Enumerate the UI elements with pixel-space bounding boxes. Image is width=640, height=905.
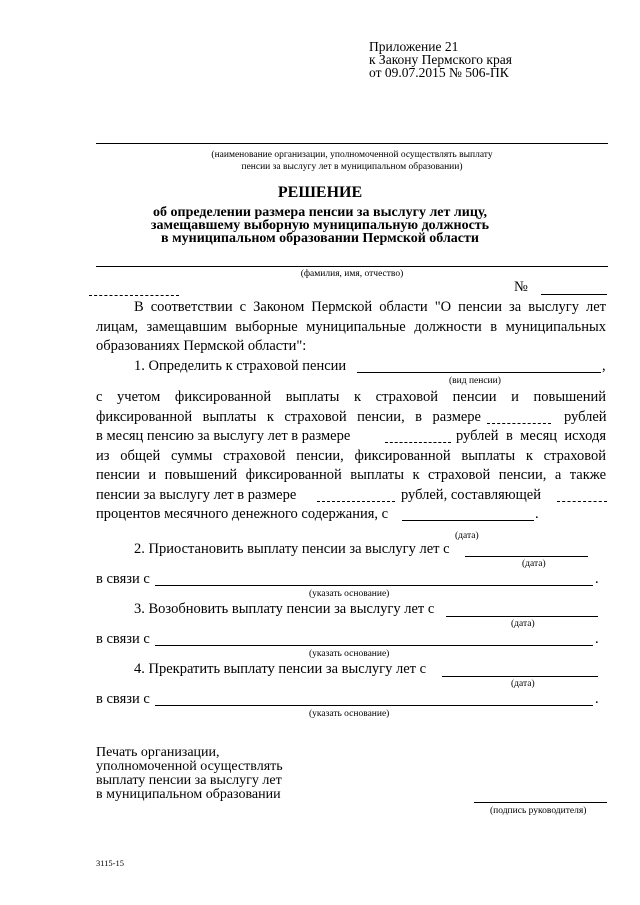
item1-line-3b: рублей в месяц исходя [456, 428, 606, 444]
appendix-line-2: к Закону Пермского края [369, 52, 512, 67]
item1-line-2a: фиксированной выплаты к страховой пенсии, в размере [96, 409, 481, 425]
item3-reason-lead: в связи с [96, 631, 150, 647]
number-label: № [514, 279, 528, 295]
pension-type-field[interactable] [357, 372, 601, 373]
item1-line-4: из общей суммы страховой пенсии, фиксированной выплаты к страховой [96, 448, 606, 464]
title-sub-line-1: об определении размера пенсии за выслугу лет лицу, [153, 205, 487, 220]
fio-caption: (фамилия, имя, отчество) [300, 269, 404, 279]
item3-reason-caption: (указать основание) [309, 649, 390, 659]
org-name-field[interactable] [96, 143, 608, 144]
item1-line-1: с учетом фиксированной выплаты к страховой пенсии и повышений [96, 389, 606, 405]
item3-reason-field[interactable] [155, 645, 593, 646]
item2-reason-field[interactable] [155, 585, 593, 586]
item1-date-caption: (дата) [455, 531, 479, 541]
pension-amount-field[interactable] [487, 423, 551, 424]
item1-lead: 1. Определить к страховой пенсии [134, 358, 347, 374]
item2-period: . [595, 571, 599, 587]
item1-date-field[interactable] [402, 520, 534, 521]
item3-lead: 3. Возобновить выплату пенсии за выслугу лет с [134, 601, 435, 617]
stamp-line-4: в муниципальном образовании [96, 787, 281, 802]
signature-field[interactable] [474, 802, 607, 803]
item4-period: . [595, 691, 599, 707]
item1-line-6b: рублей, составляющей [401, 487, 542, 503]
percent-field[interactable] [557, 501, 607, 502]
item2-lead: 2. Приостановить выплату пенсии за выслугу лет с [134, 541, 450, 557]
stamp-line-3: выплату пенсии за выслугу лет [96, 773, 282, 788]
decision-date-field[interactable] [89, 295, 179, 296]
item3-period: . [595, 631, 599, 647]
item4-date-field[interactable] [442, 676, 598, 677]
decision-number-field[interactable] [541, 294, 607, 295]
service-pension-size-field[interactable] [317, 501, 395, 502]
document-title: РЕШЕНИЕ [277, 184, 363, 201]
item2-date-field[interactable] [465, 556, 588, 557]
service-pension-amount-field[interactable] [385, 442, 451, 443]
stamp-line-1: Печать организации, [96, 745, 220, 760]
org-caption-line-1: (наименование организации, уполномоченной осуществлять выплату [211, 150, 493, 160]
item3-date-field[interactable] [446, 616, 598, 617]
title-sub-line-3: в муниципальном образовании Пермской области [161, 231, 479, 246]
item1-line-5: пенсии и повышений фиксированной выплаты к страховой пенсии, а также [96, 467, 606, 483]
item2-date-caption: (дата) [522, 559, 546, 569]
item4-reason-field[interactable] [155, 705, 593, 706]
item2-reason-caption: (указать основание) [309, 589, 390, 599]
pension-type-caption: (вид пенсии) [449, 376, 501, 386]
intro-line-1: В соответствии с Законом Пермской области "О пенсии за выслугу лет [134, 299, 606, 315]
item1-line-7a: процентов месячного денежного содержания, с [96, 506, 389, 522]
footer-code: 3115-15 [96, 858, 125, 868]
org-caption-line-2: пенсии за выслугу лет в муниципальном образовании) [241, 162, 463, 172]
item4-reason-lead: в связи с [96, 691, 150, 707]
appendix-line-3: от 09.07.2015 № 506-ПК [369, 65, 509, 80]
item3-date-caption: (дата) [511, 619, 535, 629]
item1-comma: , [602, 358, 606, 374]
intro-line-2: лицам, замещавшим выборные муниципальные должности в муниципальных [96, 319, 606, 335]
fio-field[interactable] [96, 266, 608, 267]
title-sub-line-2: замещавшему выборную муниципальную должность [150, 218, 490, 233]
signature-caption: (подпись руководителя) [490, 806, 587, 816]
item1-period: . [535, 506, 539, 522]
item1-line-2b: рублей [564, 409, 607, 425]
item4-reason-caption: (указать основание) [309, 709, 390, 719]
item4-date-caption: (дата) [511, 679, 535, 689]
item4-lead: 4. Прекратить выплату пенсии за выслугу лет с [134, 661, 427, 677]
item1-line-6a: пенсии за выслугу лет в размере [96, 487, 297, 503]
appendix-line-1: Приложение 21 [369, 39, 459, 54]
item1-line-3a: в месяц пенсию за выслугу лет в размере [96, 428, 351, 444]
intro-line-3: образованиях Пермской области": [96, 338, 307, 354]
stamp-line-2: уполномоченной осуществлять [96, 759, 283, 774]
item2-reason-lead: в связи с [96, 571, 150, 587]
